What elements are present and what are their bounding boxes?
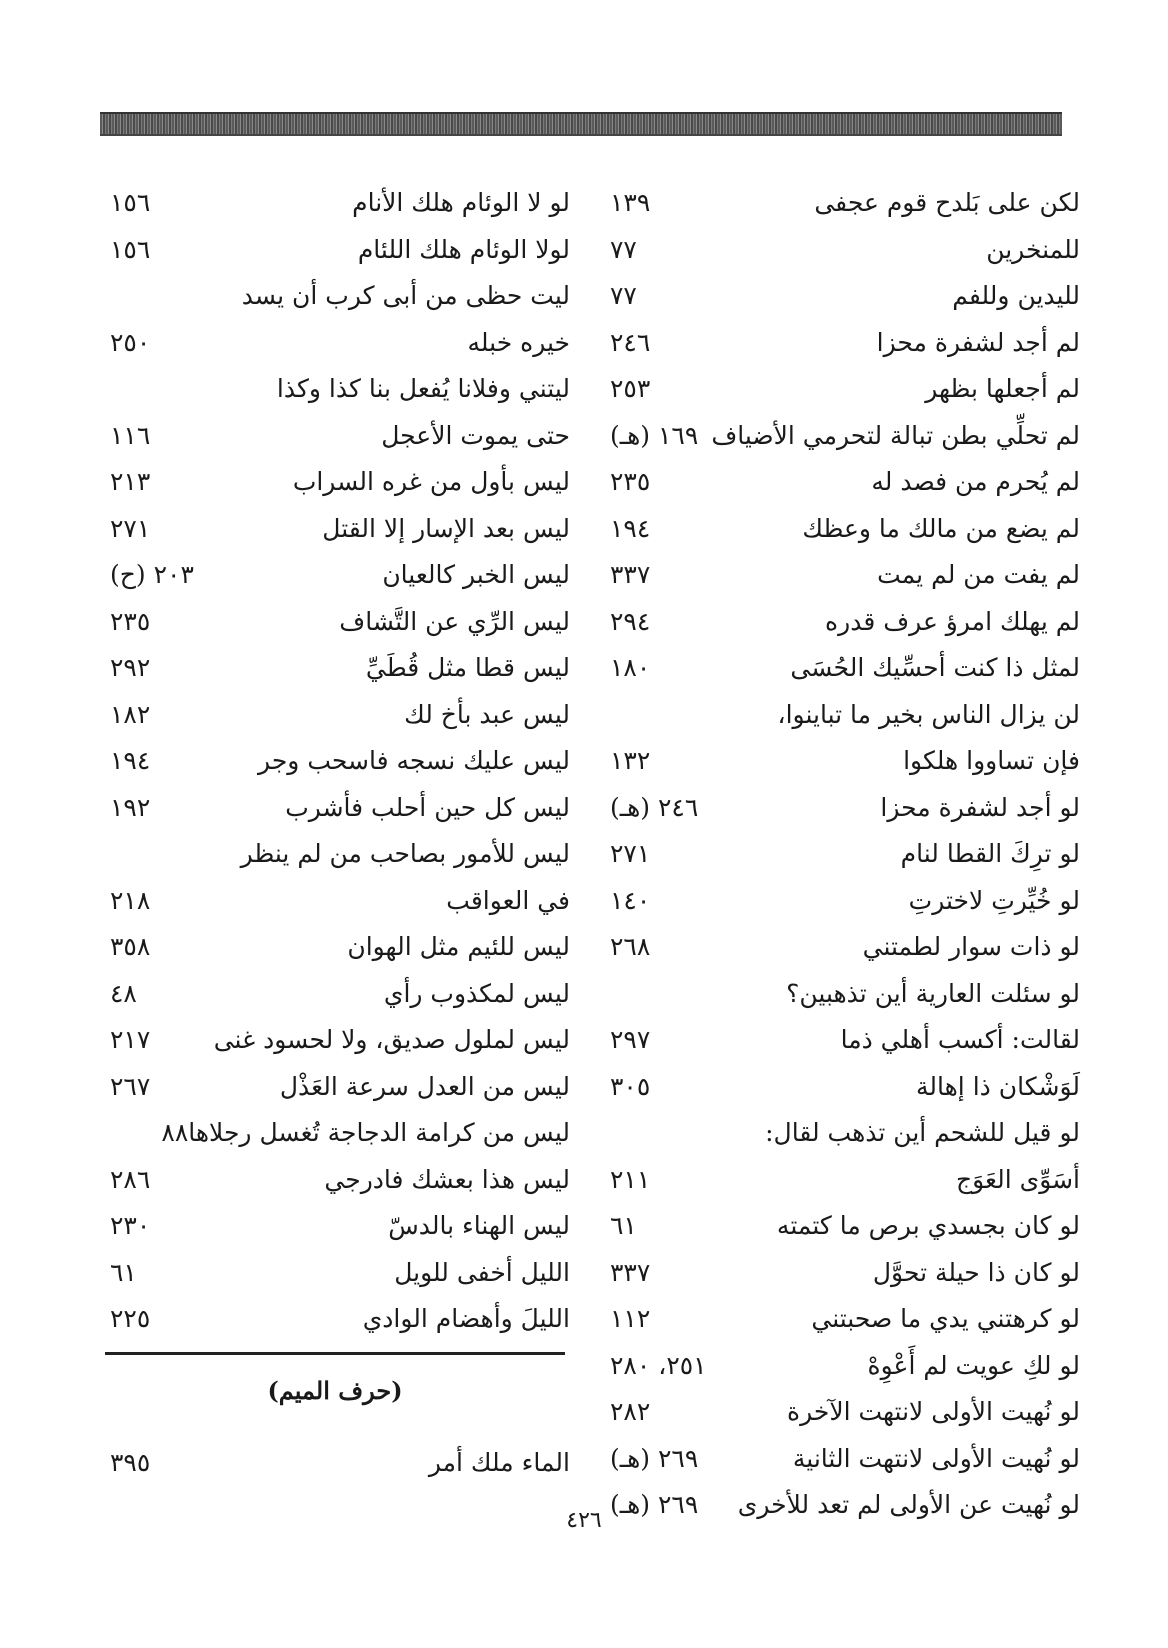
entry-page: ٦١ bbox=[610, 1211, 637, 1240]
entry-text: الماء ملك أمر bbox=[428, 1448, 570, 1477]
index-entry bbox=[600, 1389, 1080, 1436]
index-entry bbox=[110, 1157, 570, 1204]
index-entry bbox=[600, 1157, 1080, 1204]
entry-page: ٢٩٧ bbox=[610, 1025, 651, 1054]
entry-page: ٢١١ bbox=[610, 1164, 651, 1194]
index-entry bbox=[600, 1203, 1080, 1250]
entry-page: ٢٢٥ bbox=[110, 1304, 151, 1333]
entry-text: ليس بأول من غره السراب bbox=[292, 467, 570, 496]
entry-text: أسَوِّى العَوَج bbox=[956, 1164, 1080, 1194]
section-divider bbox=[105, 1352, 565, 1355]
entry-page: ١٣٩ bbox=[610, 188, 651, 217]
entry-page: ٢٤٦ (هـ) bbox=[610, 792, 699, 822]
entry-page: ٢٦٩ (هـ) bbox=[610, 1490, 699, 1519]
entry-text: حتى يموت الأعجل bbox=[381, 420, 570, 450]
entry-page: ٣٣٧ bbox=[610, 1257, 651, 1287]
entry-page: ٢٥٣ bbox=[610, 374, 651, 403]
entry-text: ليتني وفلانا يُفعل بنا كذا وكذا bbox=[276, 374, 570, 403]
index-entry bbox=[600, 506, 1080, 553]
index-entry bbox=[110, 599, 570, 646]
index-entry bbox=[600, 599, 1080, 646]
index-entry bbox=[600, 831, 1080, 878]
entry-text: لو لكِ عويت لم أَعْوِهْ bbox=[867, 1350, 1080, 1380]
entry-page: ٢١٨ bbox=[110, 885, 151, 915]
entry-page: ٢١٣ bbox=[110, 467, 151, 496]
header-rule bbox=[100, 112, 1062, 136]
index-entry bbox=[600, 645, 1080, 692]
index-entry bbox=[110, 1440, 570, 1486]
index-entry bbox=[600, 1296, 1080, 1343]
page-number: ٤٢٦ bbox=[566, 1508, 602, 1533]
index-entry bbox=[110, 831, 570, 878]
entry-text: لم يفت من لم يمت bbox=[877, 560, 1080, 589]
index-entry bbox=[110, 413, 570, 460]
entry-page: ٢٦٧ bbox=[110, 1071, 151, 1101]
entry-page: ٧٧ bbox=[610, 281, 637, 310]
index-entry bbox=[600, 227, 1080, 274]
entry-page: ٢٨٢ bbox=[610, 1397, 651, 1426]
entry-page: ١٩٤ bbox=[110, 746, 151, 775]
entry-page: ٣٩٥ bbox=[110, 1448, 151, 1477]
entry-text: ليس قطا مثل قُطَيِّ bbox=[365, 653, 570, 682]
index-entry bbox=[110, 1250, 570, 1297]
entry-text: لو ذات سوار لطمتني bbox=[862, 932, 1080, 961]
entry-page: ٢٦٩ (هـ) bbox=[610, 1443, 699, 1473]
entry-page: ٢٦٨ bbox=[610, 932, 651, 961]
entry-text: ليت حظى من أبى كرب أن يسد bbox=[241, 281, 570, 310]
entry-text: لو كان بجسدي برص ما كتمته bbox=[776, 1211, 1080, 1240]
entry-text: لو سئلت العارية أين تذهبين؟ bbox=[786, 978, 1080, 1008]
entry-text: لن يزال الناس بخير ما تباينوا، bbox=[777, 699, 1080, 729]
entry-text: لولا الوئام هلك اللئام bbox=[357, 234, 570, 264]
entry-text: ليس هذا بعشك فادرجي bbox=[324, 1164, 570, 1194]
entry-text: لَوَشْكان ذا إهالة bbox=[915, 1071, 1080, 1101]
index-entry bbox=[110, 366, 570, 413]
entry-text: ليس بعد الإسار إلا القتل bbox=[322, 513, 570, 543]
entry-page: ١٥٦ bbox=[110, 188, 151, 217]
entry-text: لو أجد لشفرة محزا bbox=[880, 792, 1080, 822]
entry-text: لم أجد لشفرة محزا bbox=[876, 327, 1080, 357]
entry-text: الليلَ وأهضام الوادي bbox=[362, 1304, 570, 1333]
entry-page: ٢٥١، ٢٨٠ bbox=[610, 1350, 707, 1380]
entry-text: لو نُهيت الأولى لانتهت الثانية bbox=[792, 1443, 1080, 1473]
index-entry bbox=[600, 366, 1080, 413]
index-entry bbox=[110, 1110, 570, 1157]
entry-text: لم يضع من مالك ما وعظك bbox=[802, 513, 1080, 543]
index-entry bbox=[110, 971, 570, 1018]
entry-text: لم يُحرم من فصد له bbox=[871, 467, 1080, 496]
index-entry bbox=[600, 1343, 1080, 1390]
entry-text: ليس الخبر كالعيان bbox=[382, 560, 570, 589]
section-heading: (حرف الميم) bbox=[267, 1376, 403, 1405]
index-entry bbox=[600, 692, 1080, 739]
entry-text: ليس كل حين أحلب فأشرب bbox=[285, 792, 570, 822]
entry-page: ٢٣٥ bbox=[610, 467, 651, 496]
entry-text: لم تحلِّي بطن تبالة لتحرمي الأضياف bbox=[711, 420, 1080, 450]
index-entry bbox=[110, 320, 570, 367]
entry-text: لمثل ذا كنت أحسِّيك الحُسَى bbox=[790, 653, 1080, 682]
index-entry bbox=[110, 1203, 570, 1250]
index-entry bbox=[600, 924, 1080, 971]
entry-page: ١٩٤ bbox=[610, 513, 651, 543]
entry-page: ٢٣٠ bbox=[110, 1211, 151, 1240]
index-entry bbox=[600, 738, 1080, 785]
index-entry bbox=[600, 1017, 1080, 1064]
entry-page: ٢٠٣ (ح) bbox=[110, 560, 194, 589]
entry-text: ليس عبد بأخ لك bbox=[404, 699, 570, 729]
entry-page: ١٦٩ (هـ) bbox=[610, 420, 699, 450]
index-entry bbox=[110, 273, 570, 320]
index-entry bbox=[110, 878, 570, 925]
entry-text: ليس الهناء بالدسّ bbox=[388, 1211, 570, 1240]
entry-page: ١١٦ bbox=[110, 420, 151, 450]
entry-text: لقالت: أكسب أهلي ذما bbox=[840, 1025, 1080, 1054]
entry-page: ٢٥٠ bbox=[110, 327, 151, 357]
entry-page: ٣٣٧ bbox=[610, 560, 651, 589]
entry-text: ليس الرِّي عن التَّشاف bbox=[339, 606, 570, 636]
entry-text: لم أجعلها بظهر bbox=[925, 374, 1080, 403]
index-entry bbox=[110, 1296, 570, 1343]
index-entry bbox=[110, 785, 570, 832]
index-entry bbox=[600, 413, 1080, 460]
entry-page: ٢٧١ bbox=[610, 839, 651, 868]
entry-text: ليس من العدل سرعة العَذْل bbox=[279, 1071, 570, 1101]
index-entry bbox=[600, 320, 1080, 367]
entry-page: ١٤٠ bbox=[610, 885, 651, 915]
entry-page: ١٨٠ bbox=[610, 653, 651, 682]
index-entry bbox=[110, 227, 570, 274]
index-entry bbox=[600, 878, 1080, 925]
index-entry bbox=[110, 1064, 570, 1111]
entry-text: ليس لمكذوب رأي bbox=[383, 978, 570, 1008]
entry-text: لو خُيِّرتِ لاخترتِ bbox=[908, 885, 1080, 915]
entry-page: ٢٣٥ bbox=[110, 606, 151, 636]
index-entry bbox=[600, 552, 1080, 599]
entry-page: ٢٨٦ bbox=[110, 1164, 151, 1194]
entry-text: ليس للأمور بصاحب من لم ينظر bbox=[240, 839, 570, 868]
entry-text: ليس من كرامة الدجاجة تُغسل رجلاها٨٨ bbox=[161, 1118, 570, 1147]
index-entry bbox=[600, 180, 1080, 227]
entry-page: ١٨٢ bbox=[110, 699, 151, 729]
index-entry bbox=[110, 552, 570, 599]
entry-text: ليس للئيم مثل الهوان bbox=[347, 932, 570, 961]
index-entry bbox=[110, 506, 570, 553]
entry-text: ليس لملول صديق، ولا لحسود غنى bbox=[213, 1025, 570, 1054]
entry-text: فإن تساووا هلكوا bbox=[903, 746, 1080, 775]
entry-text: لم يهلك امرؤ عرف قدره bbox=[825, 606, 1080, 636]
index-entry bbox=[600, 1110, 1080, 1157]
index-entry bbox=[600, 1482, 1080, 1529]
index-entry bbox=[110, 459, 570, 506]
entry-text: لو ترِكَ القطا لنام bbox=[900, 839, 1080, 868]
entry-text: لو كرهتني يدي ما صحبتني bbox=[811, 1304, 1080, 1333]
index-column-right bbox=[600, 180, 1080, 1529]
entry-text: لليدين وللفم bbox=[952, 281, 1080, 310]
index-entry bbox=[110, 645, 570, 692]
entry-page: ١٥٦ bbox=[110, 234, 151, 264]
index-column-left bbox=[110, 180, 570, 1343]
entry-page: ١٣٢ bbox=[610, 746, 651, 775]
index-entry bbox=[600, 971, 1080, 1018]
index-entry bbox=[110, 738, 570, 785]
entry-page: ٢٤٦ bbox=[610, 327, 651, 357]
entry-text: لو نُهيت الأولى لانتهت الآخرة bbox=[786, 1397, 1080, 1426]
entry-page: ٤٨ bbox=[110, 978, 137, 1008]
index-entry bbox=[110, 180, 570, 227]
index-entry bbox=[600, 1064, 1080, 1111]
index-entry bbox=[600, 1250, 1080, 1297]
entry-page: ٢٩٢ bbox=[110, 653, 151, 682]
entry-page: ١٩٢ bbox=[110, 792, 151, 822]
index-entry bbox=[600, 459, 1080, 506]
entry-text: ليس عليك نسجه فاسحب وجر bbox=[258, 746, 570, 775]
index-entry bbox=[600, 273, 1080, 320]
index-entry bbox=[110, 924, 570, 971]
entry-page: ٢١٧ bbox=[110, 1025, 151, 1054]
entry-page: ٢٩٤ bbox=[610, 606, 651, 636]
entry-page: ٣٥٨ bbox=[110, 932, 151, 961]
entry-text: لو قيل للشحم أين تذهب لقال: bbox=[765, 1118, 1080, 1147]
index-entry bbox=[600, 785, 1080, 832]
index-entry bbox=[110, 692, 570, 739]
entry-text: لكن على بَلدح قوم عجفى bbox=[814, 188, 1080, 217]
index-entry bbox=[110, 1017, 570, 1064]
entry-text: خيره خبله bbox=[467, 327, 570, 357]
entry-page: ٦١ bbox=[110, 1257, 137, 1287]
entry-text: لو لا الوئام هلك الأنام bbox=[352, 188, 570, 217]
index-entry bbox=[600, 1436, 1080, 1483]
entry-text: للمنخرين bbox=[986, 234, 1080, 264]
entry-text: لو نُهيت عن الأولى لم تعد للأخرى bbox=[737, 1490, 1080, 1519]
entry-text: الليل أخفى للويل bbox=[394, 1257, 570, 1287]
entry-page: ٢٧١ bbox=[110, 513, 151, 543]
entry-text: في العواقب bbox=[446, 885, 570, 915]
entry-page: ٣٠٥ bbox=[610, 1071, 651, 1101]
entry-page: ٧٧ bbox=[610, 234, 637, 264]
entry-page: ١١٢ bbox=[610, 1304, 651, 1333]
entry-text: لو كان ذا حيلة تحوَّل bbox=[872, 1257, 1080, 1287]
